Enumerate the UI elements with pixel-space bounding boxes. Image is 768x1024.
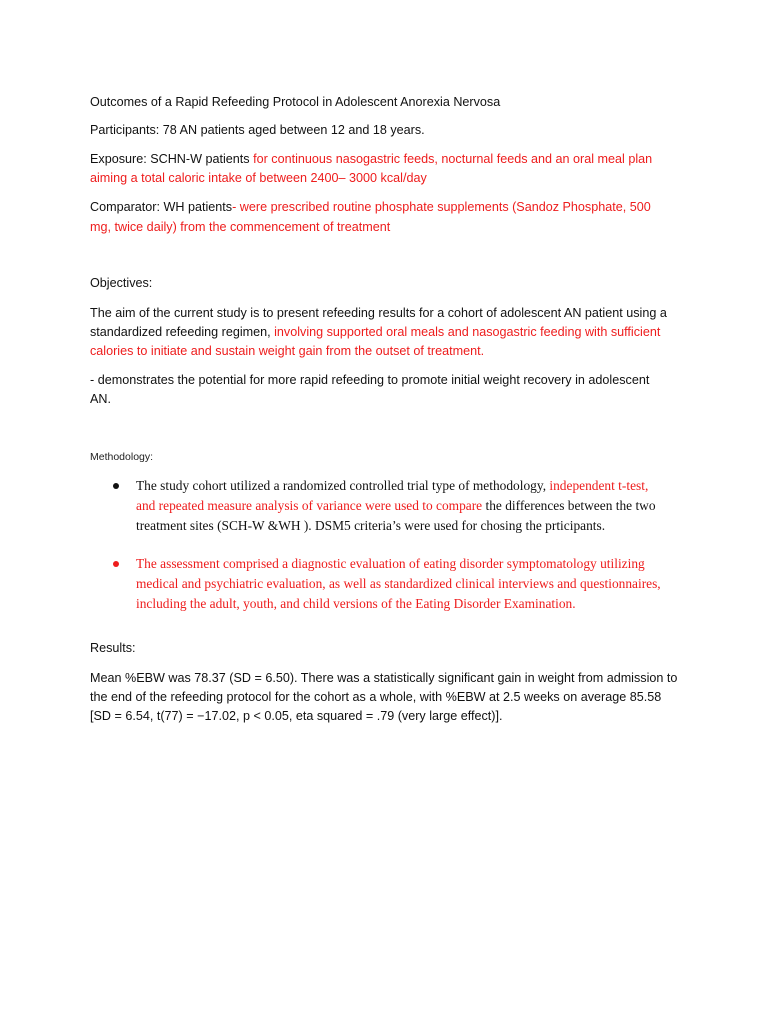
methodology-bullet-1-line-1-red: independent t-test, xyxy=(549,478,649,493)
bullet-icon xyxy=(113,561,119,567)
methodology-bullet-1-line-1-black: The study cohort utilized a randomized controlled trial type of methodology, xyxy=(136,478,550,493)
results-heading: Results: xyxy=(90,641,136,655)
participants-text: 78 AN patients aged between 12 and 18 years. xyxy=(159,123,425,137)
participants-label: Participants: xyxy=(90,123,160,137)
comparator-red-text-1: - were prescribed routine phosphate supplements (Sandoz Phosphate, 500 xyxy=(232,200,651,214)
objectives-line-1: The aim of the current study is to present refeeding results for a cohort of adolescent AN patient using a xyxy=(90,306,667,320)
exposure-black-text: SCHN-W patients xyxy=(146,152,254,166)
methodology-bullet-1-line-2-black: the differences between the two xyxy=(482,498,656,513)
methodology-bullet-1-line-2 xyxy=(136,496,656,515)
results-line-3: [SD = 6.54, t(77) = −17.02, p < 0.05, eta squared = .79 (very large effect)]. xyxy=(90,709,503,723)
objectives-line-2-red: involving supported oral meals and nasogastric feeding with sufficient xyxy=(274,325,661,339)
results-line-2: the end of the refeeding protocol for the cohort as a whole, with %EBW at 2.5 weeks on average 85.58 xyxy=(90,690,662,704)
exposure-label: Exposure: xyxy=(90,152,147,166)
objectives-line-5: AN. xyxy=(90,392,111,406)
results-line-1: Mean %EBW was 78.37 (SD = 6.50). There was a statistically significant gain in weight from admission to xyxy=(90,671,678,685)
methodology-bullet-2-line-3: including the adult, youth, and child versions of the Eating Disorder Examination. xyxy=(136,596,576,611)
objectives-line-3: calories to initiate and sustain weight gain from the outset of treatment. xyxy=(90,344,485,358)
comparator-red-text-2: mg, twice daily) from the commencement of treatment xyxy=(90,220,391,234)
methodology-bullet-2-line-2: medical and psychiatric evaluation, as well as standardized clinical interviews and questionnaires, xyxy=(136,576,661,591)
methodology-bullet-1-line-3: treatment sites (SCH-W &WH ). DSM5 criteria’s were used for chosing the prticipants. xyxy=(136,518,606,533)
exposure-line-1 xyxy=(90,150,652,169)
methodology-bullet-2-line-1: The assessment comprised a diagnostic evaluation of eating disorder symptomatology utilizing xyxy=(136,556,645,571)
methodology-heading: Methodology: xyxy=(90,451,154,463)
comparator-line-1 xyxy=(90,198,651,217)
methodology-bullet-1-line-2-red: and repeated measure analysis of variance were used to compare xyxy=(136,498,483,513)
objectives-line-4: - demonstrates the potential for more rapid refeeding to promote initial weight recovery in adolescent xyxy=(90,373,650,387)
comparator-black-text: WH patients xyxy=(160,200,233,214)
methodology-bullet-1-line-1 xyxy=(136,476,648,495)
participants-line xyxy=(90,121,425,140)
bullet-icon xyxy=(113,483,119,489)
objectives-line-2 xyxy=(90,323,660,342)
objectives-line-2-black: standardized refeeding regimen, xyxy=(90,325,275,339)
document-title: Outcomes of a Rapid Refeeding Protocol in Adolescent Anorexia Nervosa xyxy=(90,95,501,109)
exposure-red-text-1: for continuous nasogastric feeds, nocturnal feeds and an oral meal plan xyxy=(253,152,653,166)
exposure-red-text-2: aiming a total caloric intake of between 2400– 3000 kcal/day xyxy=(90,171,427,185)
comparator-label: Comparator: xyxy=(90,200,160,214)
objectives-heading: Objectives: xyxy=(90,276,153,290)
